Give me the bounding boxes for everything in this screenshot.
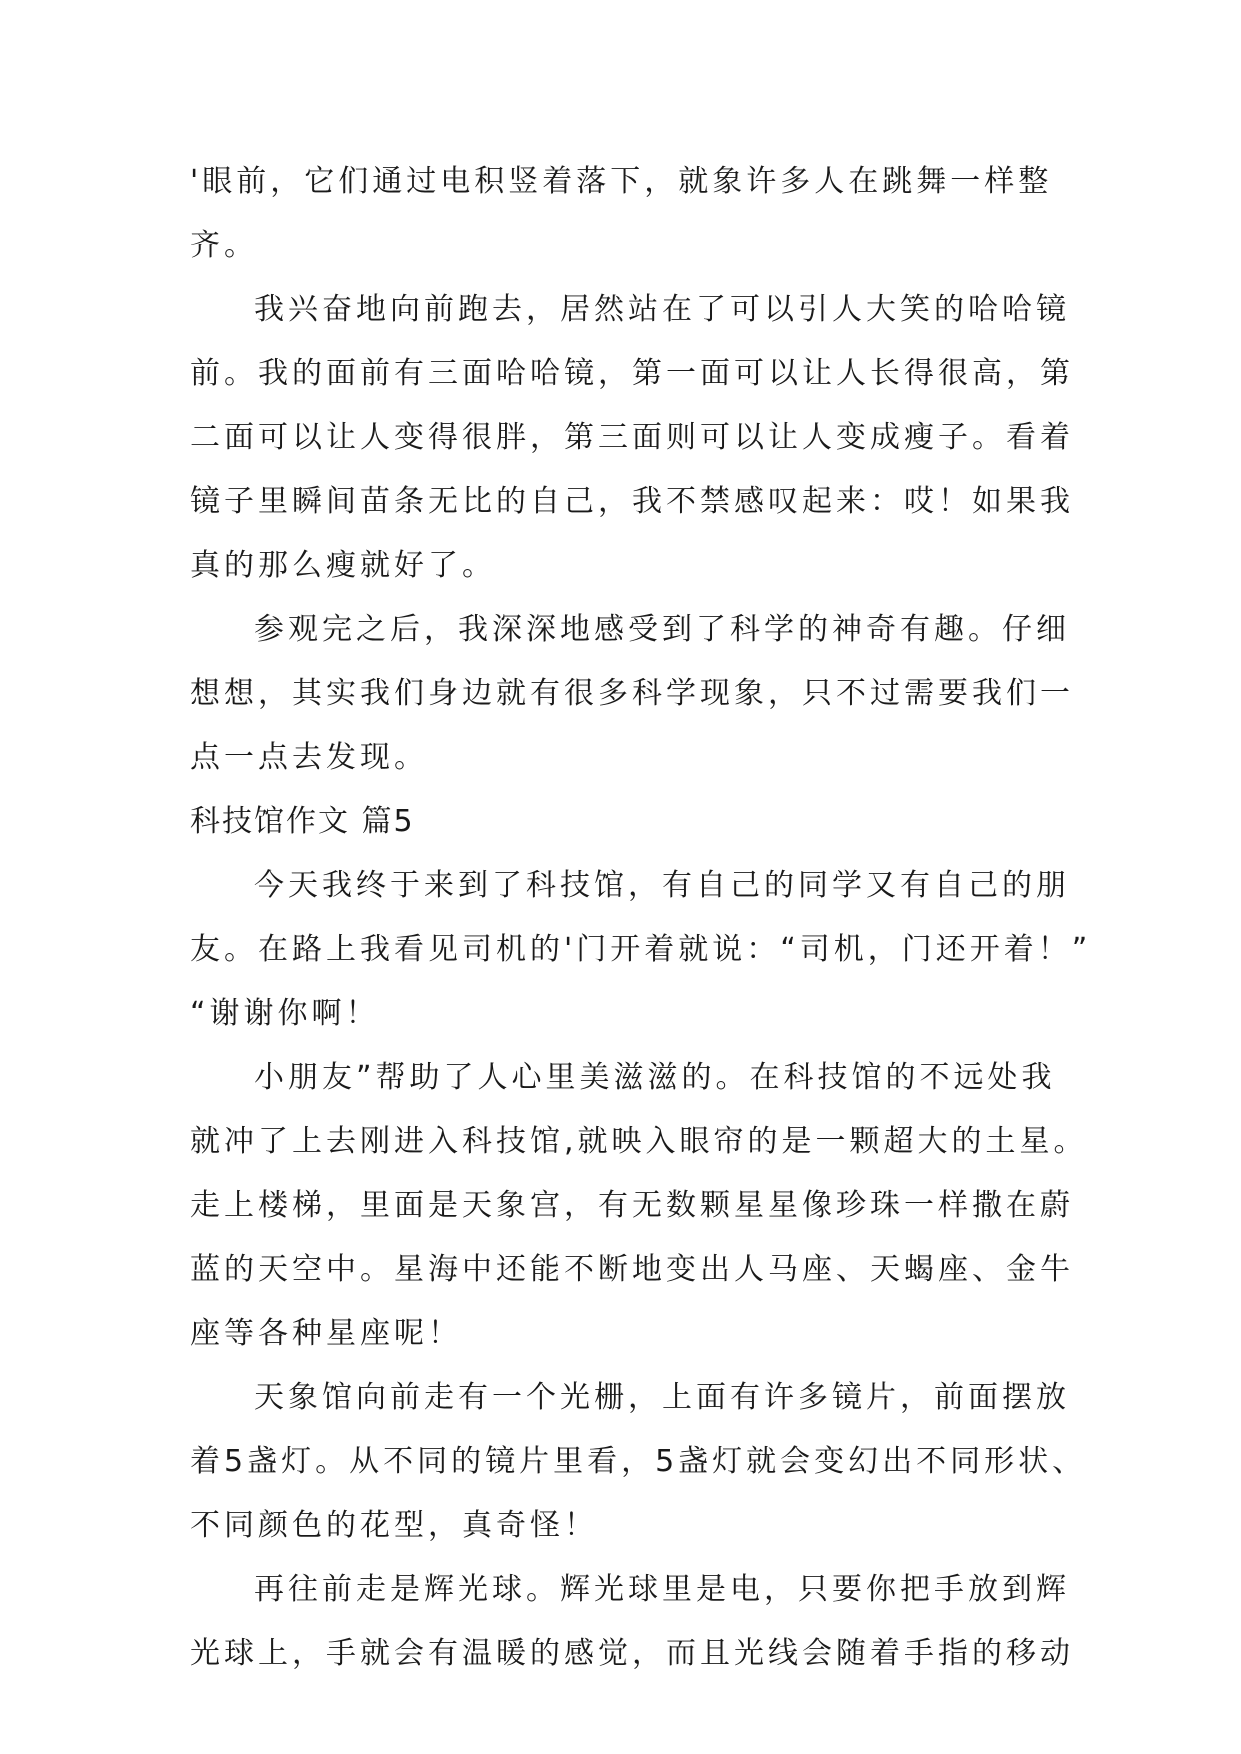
text-line: 镜子里瞬间苗条无比的自己，我不禁感叹起来：哎！如果我 — [190, 484, 1074, 519]
text-line: 齐。 — [190, 228, 258, 263]
text-line: 不同颜色的花型，真奇怪！ — [190, 1508, 598, 1543]
text-line: 走上楼梯，里面是天象宫，有无数颗星星像珍珠一样撒在蔚 — [190, 1188, 1074, 1223]
text-line: 着5盏灯。从不同的镜片里看，5盏灯就会变幻出不同形状、 — [190, 1444, 1087, 1479]
text-line: “谢谢你啊！ — [190, 996, 380, 1031]
text-line: 我兴奋地向前跑去，居然站在了可以引人大笑的哈哈镜 — [254, 292, 1070, 327]
text-line: 前。我的面前有三面哈哈镜，第一面可以让人长得很高，第 — [190, 356, 1074, 391]
text-line: 二面可以让人变得很胖，第三面则可以让人变成瘦子。看着 — [190, 420, 1074, 455]
text-line: 光球上，手就会有温暖的感觉，而且光线会随着手指的移动 — [190, 1636, 1074, 1671]
text-line: 天象馆向前走有一个光栅，上面有许多镜片，前面摆放 — [254, 1380, 1070, 1415]
text-line: 想想，其实我们身边就有很多科学现象，只不过需要我们一 — [190, 676, 1074, 711]
text-line: 今天我终于来到了科技馆，有自己的同学又有自己的朋 — [254, 868, 1070, 903]
text-line: 再往前走是辉光球。辉光球里是电，只要你把手放到辉 — [254, 1572, 1070, 1607]
text-line: 小朋友”帮助了人心里美滋滋的。在科技馆的不远处我 — [254, 1060, 1056, 1095]
section-heading: 科技馆作文 篇5 — [190, 804, 415, 839]
text-line: 蓝的天空中。星海中还能不断地变出人马座、天蝎座、金牛 — [190, 1252, 1074, 1287]
text-line: 就冲了上去刚进入科技馆,就映入眼帘的是一颗超大的土星。 — [190, 1124, 1088, 1159]
text-line: 友。在路上我看见司机的'门开着就说：“司机，门还开着！” — [190, 932, 1092, 967]
text-line: 参观完之后，我深深地感受到了科学的神奇有趣。仔细 — [254, 612, 1070, 647]
text-line: 座等各种星座呢！ — [190, 1316, 462, 1351]
text-line: 真的那么瘦就好了。 — [190, 548, 496, 583]
text-line: '眼前，它们通过电积竖着落下，就象许多人在跳舞一样整 — [190, 164, 1053, 199]
text-line: 点一点去发现。 — [190, 740, 428, 775]
